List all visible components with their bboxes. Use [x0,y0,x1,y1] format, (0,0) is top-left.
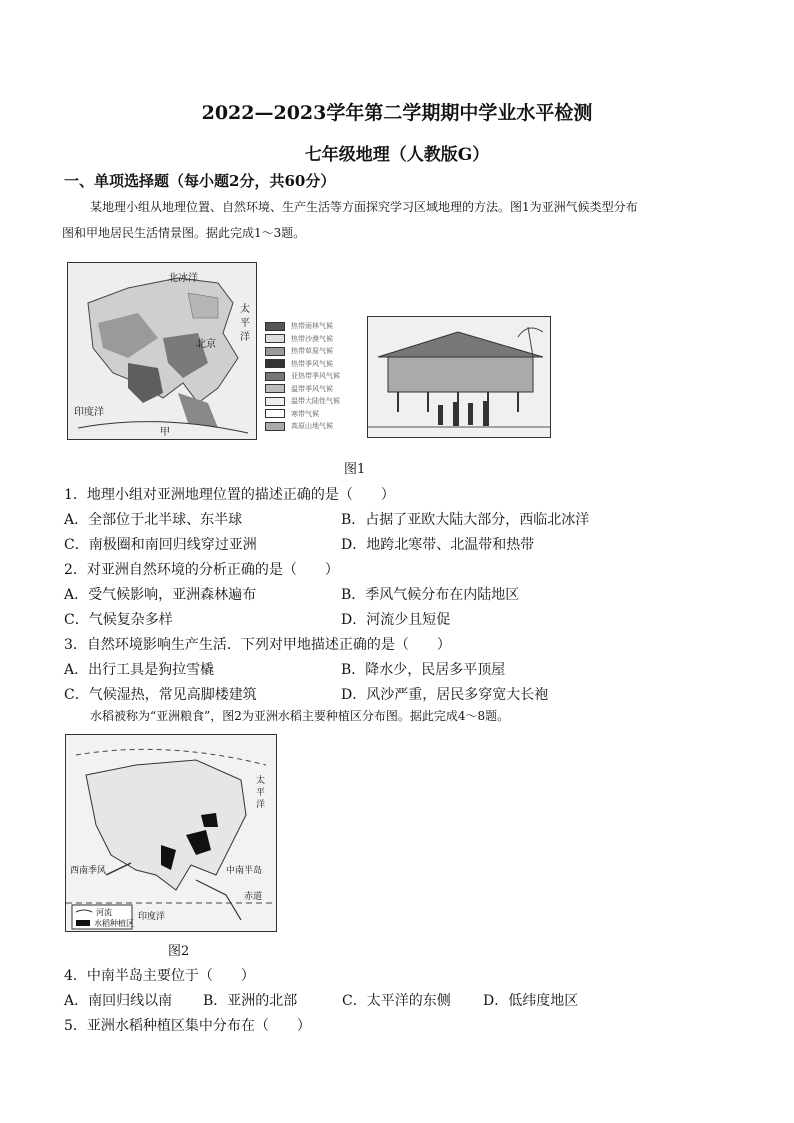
figure2-caption: 图2 [168,944,190,959]
question-3-stem: 3．自然环境影响生产生活．下列对甲地描述正确的是（ ） [64,637,451,653]
question-1-option-d: D．地跨北寒带、北温带和热带 [341,537,535,553]
question-3-option-d: D．风沙严重，居民多穿宽大长袍 [341,687,549,703]
intro-line: 图和甲地居民生活情景图。据此完成1～3题。 [62,226,306,240]
stilt-house-illustration [368,317,550,437]
legend-item [265,408,360,421]
legend-item [265,420,360,433]
question-3-option-c: C．气候湿热，常见高脚楼建筑 [64,687,257,703]
intro-line: 某地理小组从地理位置、自然环境、生产生活等方面探究学习区域地理的方法。图1为亚洲气候类型分布 [90,200,638,214]
legend-item [265,395,360,408]
legend-label: 寒带气候 [291,409,319,418]
asia-rice-map [65,734,277,932]
map2-label-indian-ocean: 印度洋 [138,912,166,922]
legend-label: 温带季风气候 [291,384,333,393]
question-1-option-a: A．全部位于北半球、东半球 [64,512,243,528]
legend-label: 亚热带季风气候 [291,372,340,381]
question-2-option-c: C．气候复杂多样 [64,612,173,628]
legend-item [265,345,360,358]
legend-item [265,333,360,346]
page-title: 2022—2023学年第二学期期中学业水平检测 [201,102,593,124]
question-4-stem: 4．中南半岛主要位于（ ） [64,968,255,984]
stilt-house-scene [367,316,551,438]
question-4-option-a: A．南回归线以南 [64,993,173,1009]
question-2-option-b: B．季风气候分布在内陆地区 [341,587,520,603]
legend-swatch [265,422,285,431]
map-label-jia: 甲 [160,427,170,438]
climate-legend [265,320,360,433]
section-heading: 一、单项选择题（每小题2分，共60分） [64,172,336,190]
legend-swatch [265,397,285,406]
map-label-arctic: 北冰洋 [168,273,198,284]
question-4-option-d: D．低纬度地区 [483,993,579,1009]
map-label-beijing: 北京 [196,339,216,350]
map2-label-pacific: 太平洋 [256,776,266,810]
question-3-option-b: B．降水少，民居多平顶屋 [341,662,506,678]
map2-label-indochina: 中南半岛 [226,866,263,876]
map2-legend-rice: 水稻种植区 [94,919,134,928]
question-5-stem: 5．亚洲水稻种植区集中分布在（ ） [64,1018,311,1034]
page-subtitle: 七年级地理（人教版G） [304,145,490,165]
legend-item [265,358,360,371]
map2-legend-river: 河流 [96,908,112,917]
legend-label: 温带大陆性气候 [291,397,340,406]
question-1-option-c: C．南极圈和南回归线穿过亚洲 [64,537,257,553]
legend-swatch [265,334,285,343]
intro-paragraph-1 [62,194,738,246]
map-label-indian-ocean: 印度洋 [74,407,104,418]
legend-label: 热带季风气候 [291,359,333,368]
intro-paragraph-2: 水稻被称为“亚洲粮食”，图2为亚洲水稻主要种植区分布图。据此完成4～8题。 [90,709,510,723]
question-1-stem: 1．地理小组对亚洲地理位置的描述正确的是（ ） [64,487,395,503]
legend-item [265,383,360,396]
question-4-option-c: C．太平洋的东侧 [342,993,451,1009]
question-2-stem: 2．对亚洲自然环境的分析正确的是（ ） [64,562,339,578]
legend-item [265,370,360,383]
legend-swatch [265,409,285,418]
legend-label: 热带雨林气候 [291,322,333,331]
legend-swatch [265,372,285,381]
question-2-option-a: A．受气候影响，亚洲森林遍布 [64,587,257,603]
legend-label: 热带沙漠气候 [291,334,333,343]
legend-swatch [265,322,285,331]
legend-label: 高原山地气候 [291,422,333,431]
map-label-pacific: 太平洋 [240,304,250,343]
question-2-option-d: D．河流少且短促 [341,612,451,628]
map2-label-monsoon: 西南季风 [70,866,107,876]
legend-item [265,320,360,333]
question-1-option-b: B．占据了亚欧大陆大部分，西临北冰洋 [341,512,590,528]
map2-label-equator: 赤道 [244,892,263,902]
legend-swatch [265,347,285,356]
question-4-option-b: B．亚洲的北部 [203,993,298,1009]
question-3-option-a: A．出行工具是狗拉雪橇 [64,662,215,678]
figure1-caption: 图1 [344,462,366,477]
legend-swatch [265,359,285,368]
asia-climate-map [67,262,257,440]
legend-label: 热带草原气候 [291,347,333,356]
legend-swatch [265,384,285,393]
